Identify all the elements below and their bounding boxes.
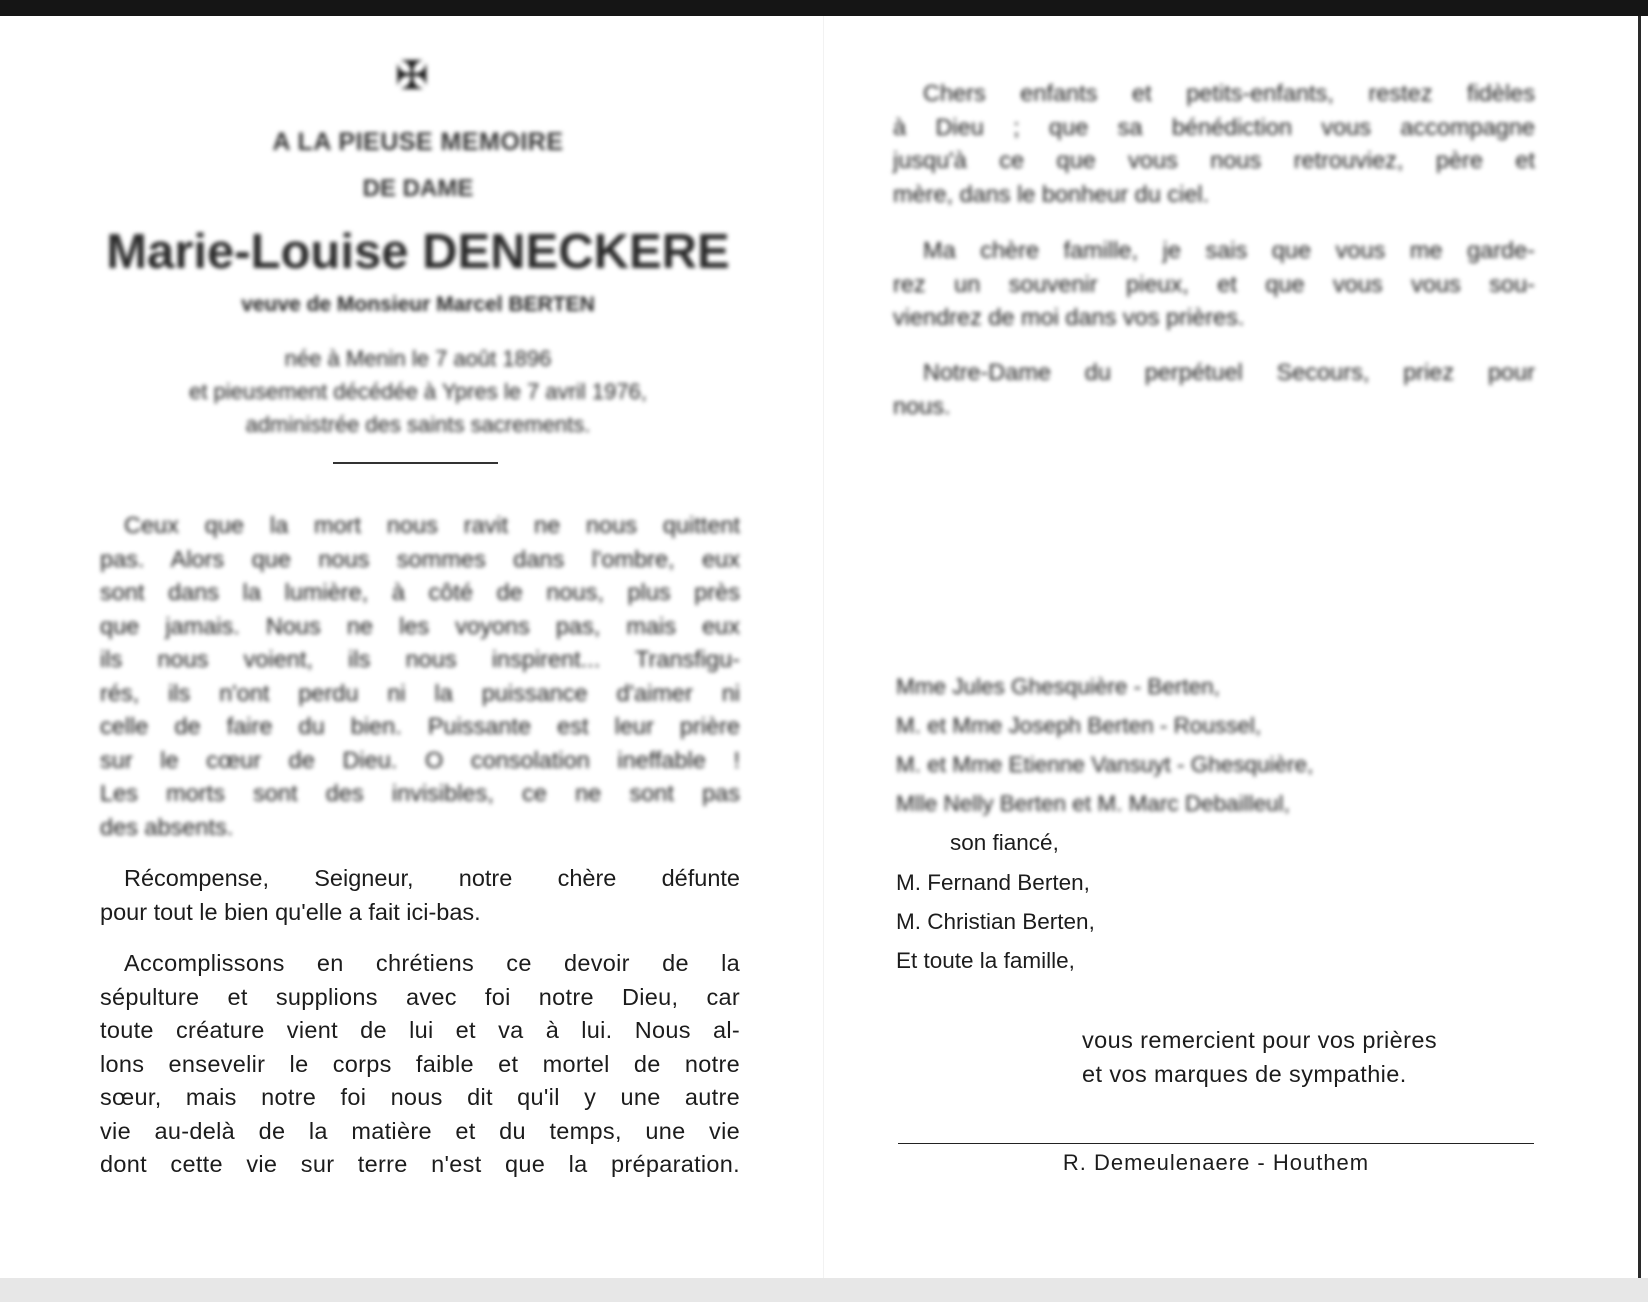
poem-line: pas. Alors que nous sommes dans l'ombre, eux (100, 545, 740, 572)
scan-right-edge (1638, 16, 1641, 1278)
accomplish-line: toute créature vient de lui et va à lui. Nous al- (100, 1017, 740, 1043)
widow-of: veuve de Monsieur Marcel BERTEN (241, 293, 595, 316)
family-member: M. Christian Berten, (896, 909, 1095, 934)
separator-short (333, 462, 498, 464)
poem-line: ils nous voient, ils nous inspirent... Transfigu- (100, 646, 740, 672)
bio-birth: née à Menin le 7 août 1896 (284, 346, 552, 371)
children-line: à Dieu ; que sa bénédiction vous accompagne (893, 113, 1535, 140)
prayer-paragraph (893, 356, 1535, 423)
accomplish-paragraph (100, 947, 740, 1182)
accomplish-line: sépulture et supplions avec foi notre Dieu, car (100, 983, 740, 1010)
children-line: jusqu'à ce que vous nous retrouviez, père et (893, 147, 1535, 173)
accomplish-line: sœur, mais notre foi nous dit qu'il y une autre (100, 1084, 740, 1110)
prayer-line: nous. (893, 392, 951, 419)
poem-line: celle de faire du bien. Puissante est leur prière (100, 713, 740, 739)
deceased-name: Marie-Louise DENECKERE (106, 225, 730, 279)
children-line: Chers enfants et petits-enfants, restez fidèles (923, 80, 1535, 106)
poem-line: Les morts sont des invisibles, ce ne sont pas (100, 780, 740, 806)
thanks-line: vous remercient pour vos prières (1082, 1027, 1437, 1053)
poem-line: des absents. (100, 813, 234, 840)
scan-top-edge (0, 0, 1648, 16)
family-member: Mlle Nelly Berten et M. Marc Debailleul, (896, 791, 1290, 816)
souvenir-line: viendrez de moi dans vos prières. (893, 304, 1245, 330)
thanks-message (1082, 1023, 1542, 1091)
children-paragraph (893, 77, 1535, 211)
poem-line: sur le cœur de Dieu. O consolation ineffable ! (100, 746, 740, 773)
family-member: M. et Mme Joseph Berten - Roussel, (896, 713, 1262, 738)
recompense-line: Récompense, Seigneur, notre chère défunte (124, 865, 740, 891)
thanks-line: et vos marques de sympathie. (1082, 1061, 1407, 1087)
family-souvenir-paragraph (893, 234, 1535, 335)
poem-line: Ceux que la mort nous ravit ne nous quittent (124, 512, 740, 538)
family-list (896, 670, 1536, 983)
prayer-line: Notre-Dame du perpétuel Secours, priez pour (923, 359, 1535, 385)
souvenir-line: Ma chère famille, je sais que vous me garde- (923, 237, 1535, 263)
accomplish-line: dont cette vie sur terre n'est que la préparation. (100, 1151, 740, 1177)
bio-sacraments: administrée des saints sacrements. (245, 412, 591, 437)
poem-paragraph (100, 509, 740, 844)
bio-block (96, 342, 740, 441)
scan-bottom-edge (0, 1278, 1648, 1302)
separator-long (898, 1143, 1534, 1144)
family-member: M. Fernand Berten, (896, 870, 1090, 895)
family-member: Mme Jules Ghesquière - Berten, (896, 674, 1220, 699)
heading-memory: A LA PIEUSE MEMOIRE (272, 128, 564, 156)
accomplish-line: lons ensevelir le corps faible et mortel de notre (100, 1050, 740, 1077)
accomplish-line: vie au-delà de la matière et du temps, une vie (100, 1117, 740, 1144)
cross-icon: ✠ (395, 53, 429, 99)
souvenir-line: rez un souvenir pieux, et que vous vous sou- (893, 270, 1535, 297)
recompense-paragraph (100, 862, 740, 929)
family-member: M. et Mme Etienne Vansuyt - Ghesquière, (896, 752, 1314, 777)
poem-line: sont dans la lumière, à côté de nous, plus près (100, 579, 740, 605)
poem-line: que jamais. Nous ne les voyons pas, mais eux (100, 612, 740, 639)
poem-line: rés, ils n'ont perdu ni la puissance d'aimer ni (100, 679, 740, 706)
accomplish-line: Accomplissons en chrétiens ce devoir de la (124, 950, 740, 976)
printer-credit: R. Demeulenaere - Houthem (1062, 1150, 1370, 1175)
family-member: Et toute la famille, (896, 948, 1075, 973)
recompense-line: pour tout le bien qu'elle a fait ici-bas. (100, 898, 481, 925)
children-line: mère, dans le bonheur du ciel. (893, 180, 1210, 207)
family-member: son fiancé, (950, 830, 1059, 855)
card-fold (823, 16, 824, 1278)
bio-death: et pieusement décédée à Ypres le 7 avril 1976, (189, 379, 647, 404)
heading-dame: DE DAME (362, 175, 474, 202)
